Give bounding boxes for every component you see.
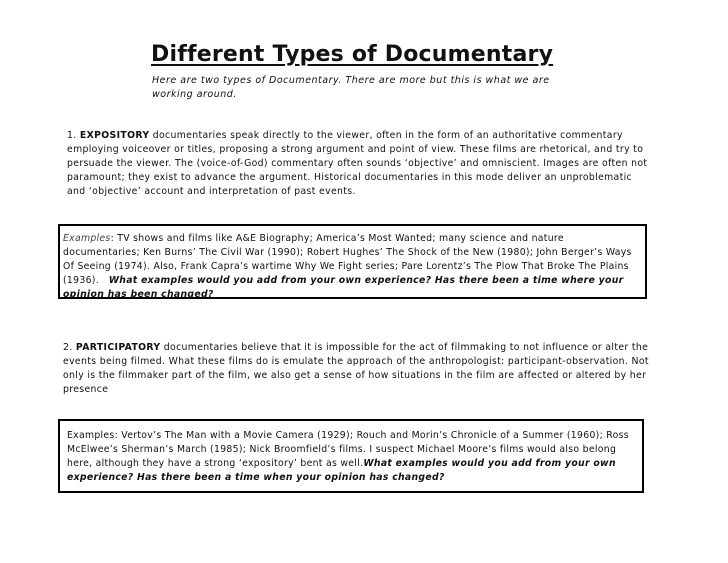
expository-examples-box: [58, 224, 647, 299]
expository-text: documentaries speak directly to the viewer, often in the form of an authoritative commentary employing voiceover or titles, proposing a strong argument and point of view. These films are rhetorical, and try to persuade the viewer. The (voice-of-God) commentary often sounds ‘objective’ and omniscient. Images are often not paramount; they exist to advance the argument. Historical documentaries in this mode deliver an unproblematic and ‘objective’ account and interpretation of past events.: [67, 130, 648, 197]
expository-examples-text: : TV shows and films like A&E Biography; America’s Most Wanted; many science and nature documentaries; Ken Burns’ The Civil War (1990); Robert Hughes’ The Shock of the New (1980); John Berger’s Ways Of Seeing (1974). Also, Frank Capra’s wartime Why We Fight series; Pare Lorentz’s The Plow That Broke The Plains (1936).: [63, 233, 632, 286]
page-title: Different Types of Documentary: [151, 42, 554, 67]
expository-question: What examples would you add from your own experience? Has there been a time where your opinion has been changed?: [63, 275, 624, 300]
examples-label: Examples: [63, 233, 111, 244]
expository-label: EXPOSITORY: [79, 130, 150, 141]
participatory-examples-box: [58, 419, 644, 493]
participatory-examples-text: Examples: Vertov’s The Man with a Movie Camera (1929); Rouch and Morin’s Chronicle of a Summer (1960); Ross McElwee’s Sherman’s March (1985); Nick Broomfield’s films. I suspect Michael Moore’s films would also belong here, although they have a strong ‘expository’ bent as well.: [67, 430, 629, 469]
expository-number: 1.: [67, 130, 77, 141]
participatory-text: documentaries believe that it is impossible for the act of filmmaking to not influence or alter the events being filmed. What these films do is emulate the approach of the anthropologist: participant-observation. Not only is the filmmaker part of the film, we also get a sense of how situations in the film are affected or altered by her presence: [63, 342, 649, 395]
page-subtitle: Here are two types of Documentary. There are more but this is what we are working around.: [152, 75, 550, 100]
participatory-label: PARTICIPATORY: [75, 342, 161, 353]
participatory-question: What examples would you add from your own experience? Has there been a time when your opinion has changed?: [67, 458, 616, 483]
participatory-number: 2.: [63, 342, 73, 353]
expository-paragraph: [67, 129, 653, 199]
participatory-paragraph: [63, 341, 653, 397]
